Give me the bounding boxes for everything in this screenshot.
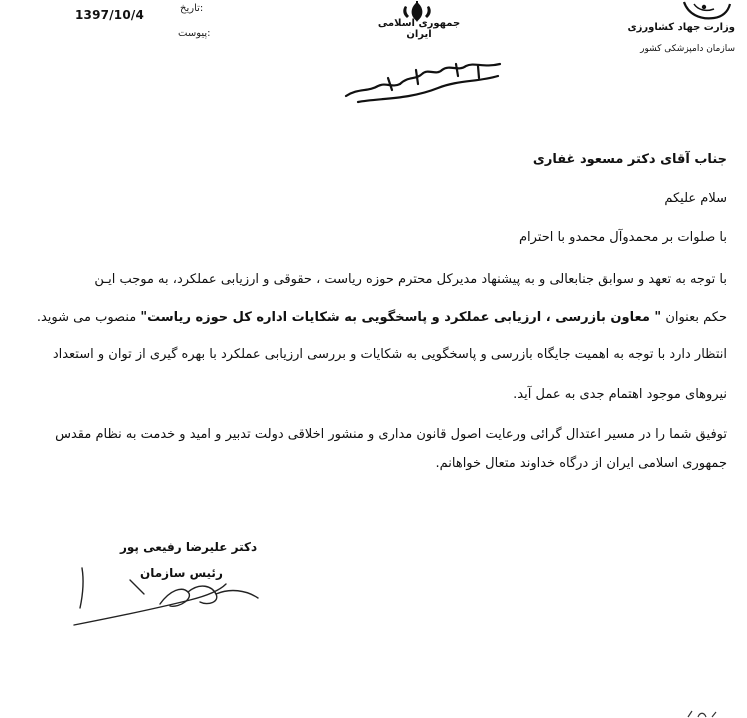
ministry-name: وزارت جهاد کشاورزی	[627, 22, 735, 33]
year-motto-calligraphy	[338, 58, 508, 108]
paragraph-1-line-2	[27, 309, 727, 327]
letter-date: 1397/10/4	[75, 8, 145, 22]
recipient: جناب آقای دکتر مسعود غفاری	[532, 152, 727, 167]
corner-mark	[684, 708, 724, 718]
organization-name: سازمان دامپزشکی کشور	[640, 44, 735, 54]
appointment-suffix: منصوب می شوید.	[36, 310, 137, 325]
appointment-prefix: حکم بعنوان	[665, 310, 727, 325]
salutation: با صلوات بر محمدوآل محمدو با احترام	[518, 230, 727, 245]
republic-label: جمهوری اسلامی ایران	[377, 18, 461, 40]
appointment-title: " معاون بازرسی ، ارزیابی عملکرد و پاسخگویی به شکایات اداره کل حوزه ریاست"	[140, 310, 662, 325]
handwritten-signature	[70, 560, 270, 635]
paragraph-1-line-1: با توجه به تعهد و سوابق جنابعالی و به پیشنهاد مدیرکل محترم حوزه ریاست ، حقوقی و ارزیابی عملکرد، به موجب ایـن	[94, 272, 727, 287]
paragraph-2-line-1: انتظار دارد با توجه به اهمیت جایگاه بازرسی و پاسخگویی به شکایات و بررسی ارزیابی عملکرد با بهره گیری از توان و استعداد	[52, 347, 727, 362]
organization-logo-icon	[680, 0, 732, 22]
date-label: تاریخ:	[180, 3, 204, 14]
paragraph-3-line-2: جمهوری اسلامی ایران از درگاه خداوند متعال خواهانم.	[435, 456, 727, 471]
paragraph-2-line-2: نیروهای موجود اهتمام جدی به عمل آید.	[513, 387, 727, 402]
signatory-name: دکتر علیرضا رفیعی پور	[120, 540, 258, 554]
attachment-label: پیوست:	[178, 28, 211, 39]
paragraph-3-line-1: توفیق شما را در مسیر اعتدال گرائی ورعایت اصول قانون مداری و منشور اخلاقی دولت تدبیر و امید و خدمت به نظام مقدس	[55, 427, 727, 442]
greeting: سلام علیکم	[664, 191, 727, 206]
signatory-title: رئیس سازمان	[140, 566, 223, 580]
